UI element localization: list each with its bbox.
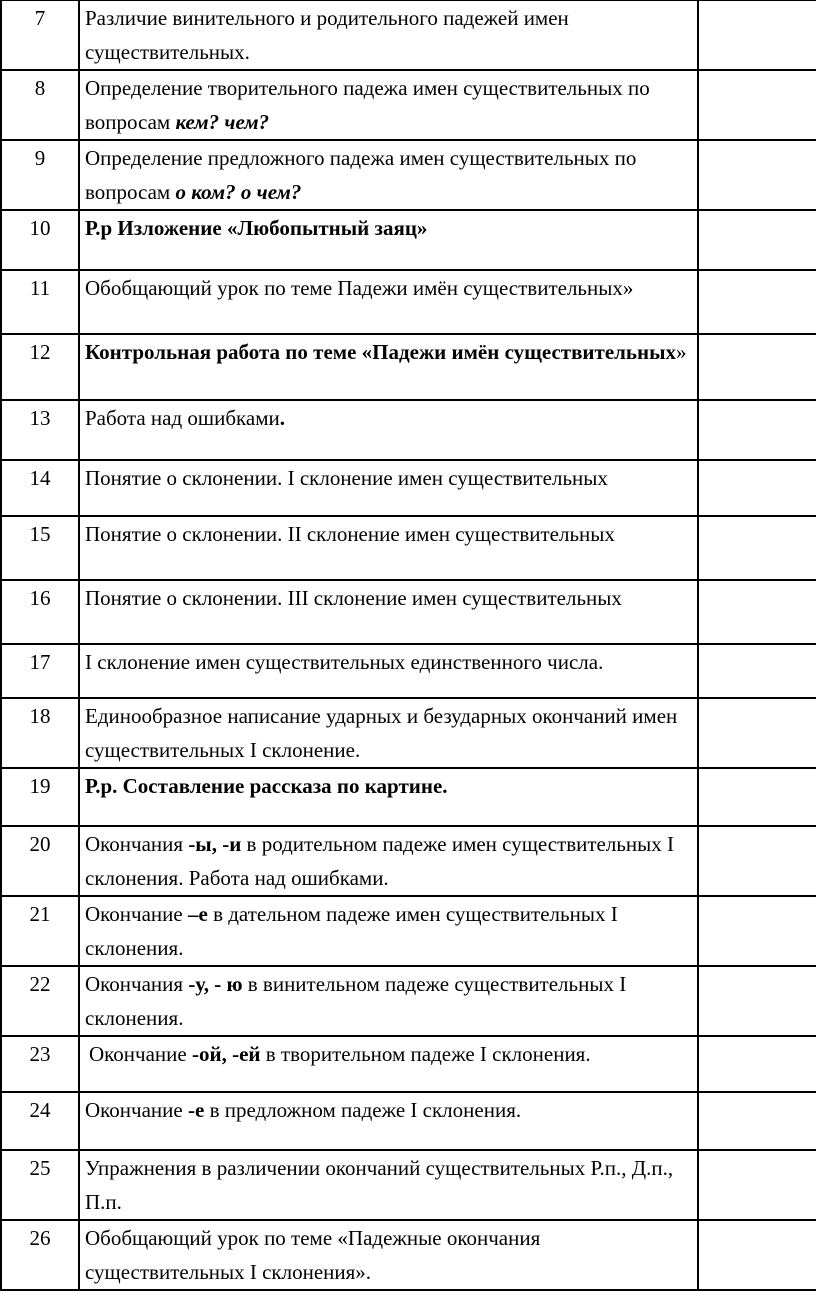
lesson-number: 10 bbox=[1, 210, 79, 270]
lesson-rows bbox=[1, 0, 816, 1290]
empty-cell bbox=[698, 1036, 816, 1092]
lesson-number: 8 bbox=[1, 70, 79, 140]
lesson-topic bbox=[79, 966, 698, 1036]
lesson-number: 21 bbox=[1, 896, 79, 966]
table-row bbox=[1, 140, 816, 210]
table-row bbox=[1, 1150, 816, 1220]
empty-cell bbox=[698, 896, 816, 966]
topic-text: Обобщающий урок по теме «Падежные окончания существительных I склонения». bbox=[85, 1226, 541, 1284]
table-row bbox=[1, 768, 816, 826]
empty-cell bbox=[698, 698, 816, 768]
lesson-number: 13 bbox=[1, 400, 79, 460]
empty-cell bbox=[698, 334, 816, 400]
topic-text: Определение предложного падежа имен существительных по вопросам bbox=[85, 146, 637, 204]
topic-text: Окончание bbox=[85, 1098, 188, 1122]
topic-text: Работа над ошибками bbox=[85, 406, 280, 430]
empty-cell bbox=[698, 516, 816, 580]
topic-text: -е bbox=[187, 1098, 205, 1122]
lesson-topic bbox=[79, 580, 698, 644]
lesson-number: 25 bbox=[1, 1150, 79, 1220]
lesson-topic bbox=[79, 826, 698, 896]
empty-cell bbox=[698, 70, 816, 140]
table-row bbox=[1, 1092, 816, 1150]
lesson-number: 16 bbox=[1, 580, 79, 644]
topic-text: Единообразное написание ударных и безударных окончаний имен существительных I склонение. bbox=[85, 704, 678, 762]
lesson-topic bbox=[79, 698, 698, 768]
lesson-topic bbox=[79, 768, 698, 826]
table-row bbox=[1, 210, 816, 270]
topic-text: в предложном падеже I склонения. bbox=[204, 1098, 522, 1122]
topic-text: в творительном падеже I склонения. bbox=[260, 1042, 591, 1066]
lesson-topic bbox=[79, 1150, 698, 1220]
topic-text: в винительном падеже существительных I склонения. bbox=[85, 972, 627, 1030]
table-row bbox=[1, 1036, 816, 1092]
lesson-number: 20 bbox=[1, 826, 79, 896]
table-row bbox=[1, 516, 816, 580]
empty-cell bbox=[698, 140, 816, 210]
lesson-topic bbox=[79, 1092, 698, 1150]
lesson-number: 22 bbox=[1, 966, 79, 1036]
topic-text: Понятие о склонении. I склонение имен существительных bbox=[85, 466, 608, 490]
empty-cell bbox=[698, 460, 816, 516]
empty-cell bbox=[698, 826, 816, 896]
table-row bbox=[1, 698, 816, 768]
topic-text: Упражнения в различении окончаний существительных Р.п., Д.п., П.п. bbox=[85, 1156, 674, 1214]
lesson-topic bbox=[79, 896, 698, 966]
topic-text: Окончания bbox=[85, 832, 189, 856]
lesson-number: 17 bbox=[1, 644, 79, 698]
lesson-topic bbox=[79, 334, 698, 400]
table-row bbox=[1, 70, 816, 140]
table-row bbox=[1, 1220, 816, 1290]
empty-cell bbox=[698, 966, 816, 1036]
topic-text: Определение творительного падежа имен существительных по вопросам bbox=[85, 76, 650, 134]
lesson-topic bbox=[79, 270, 698, 334]
table-row bbox=[1, 334, 816, 400]
lesson-topic bbox=[79, 210, 698, 270]
lesson-number: 14 bbox=[1, 460, 79, 516]
lesson-topic bbox=[79, 460, 698, 516]
table-row bbox=[1, 460, 816, 516]
topic-text: Окончание bbox=[89, 1042, 192, 1066]
empty-cell bbox=[698, 1092, 816, 1150]
table-row bbox=[1, 400, 816, 460]
lesson-topic bbox=[79, 140, 698, 210]
topic-text: . bbox=[279, 406, 285, 430]
lesson-number: 15 bbox=[1, 516, 79, 580]
lesson-number: 7 bbox=[1, 0, 79, 70]
empty-cell bbox=[698, 270, 816, 334]
topic-text: Контрольная работа по теме «Падежи имён существительных bbox=[85, 340, 677, 364]
lesson-topic bbox=[79, 0, 698, 70]
table-row bbox=[1, 826, 816, 896]
topic-text: » bbox=[676, 340, 687, 364]
empty-cell bbox=[698, 1220, 816, 1290]
empty-cell bbox=[698, 0, 816, 70]
topic-text: Понятие о склонении. III склонение имен существительных bbox=[85, 586, 622, 610]
empty-cell bbox=[698, 768, 816, 826]
topic-text: Окончания bbox=[85, 972, 189, 996]
lesson-topic bbox=[79, 644, 698, 698]
topic-text: Различие винительного и родительного падежей имен существительных. bbox=[85, 6, 569, 64]
lesson-number: 11 bbox=[1, 270, 79, 334]
empty-cell bbox=[698, 400, 816, 460]
topic-text: о ком? о чем? bbox=[175, 180, 302, 204]
empty-cell bbox=[698, 210, 816, 270]
lesson-number: 12 bbox=[1, 334, 79, 400]
table-row bbox=[1, 896, 816, 966]
topic-text: Понятие о склонении. II склонение имен существительных bbox=[85, 522, 615, 546]
topic-text: Обобщающий урок по теме Падежи имён существительных» bbox=[85, 276, 634, 300]
table-row bbox=[1, 0, 816, 70]
topic-text: кем? чем? bbox=[175, 110, 270, 134]
topic-text: Окончание bbox=[85, 902, 188, 926]
lesson-number: 24 bbox=[1, 1092, 79, 1150]
lesson-topic bbox=[79, 516, 698, 580]
lesson-number: 26 bbox=[1, 1220, 79, 1290]
lesson-number: 9 bbox=[1, 140, 79, 210]
topic-text: Р.р. Составление рассказа по картине. bbox=[85, 774, 448, 798]
table-row bbox=[1, 580, 816, 644]
lesson-number: 19 bbox=[1, 768, 79, 826]
lesson-topic bbox=[79, 70, 698, 140]
table-row bbox=[1, 966, 816, 1036]
topic-text: Р.р Изложение «Любопытный заяц» bbox=[85, 216, 428, 240]
lesson-topic bbox=[79, 1036, 698, 1092]
topic-text: в родительном падеже имен существительных I склонения. Работа над ошибками. bbox=[85, 832, 675, 890]
table-row bbox=[1, 644, 816, 698]
topic-text: -у, - ю bbox=[188, 972, 243, 996]
empty-cell bbox=[698, 644, 816, 698]
topic-text: -ы, -и bbox=[188, 832, 242, 856]
lesson-topic bbox=[79, 400, 698, 460]
lesson-number: 18 bbox=[1, 698, 79, 768]
topic-text: I склонение имен существительных единственного числа. bbox=[85, 650, 604, 674]
lesson-number: 23 bbox=[1, 1036, 79, 1092]
lesson-topic bbox=[79, 1220, 698, 1290]
empty-cell bbox=[698, 1150, 816, 1220]
table-row bbox=[1, 270, 816, 334]
topic-text: –е bbox=[187, 902, 208, 926]
topic-text: в дательном падеже имен существительных I склонения. bbox=[85, 902, 618, 960]
empty-cell bbox=[698, 580, 816, 644]
topic-text: -ой, -ей bbox=[191, 1042, 261, 1066]
